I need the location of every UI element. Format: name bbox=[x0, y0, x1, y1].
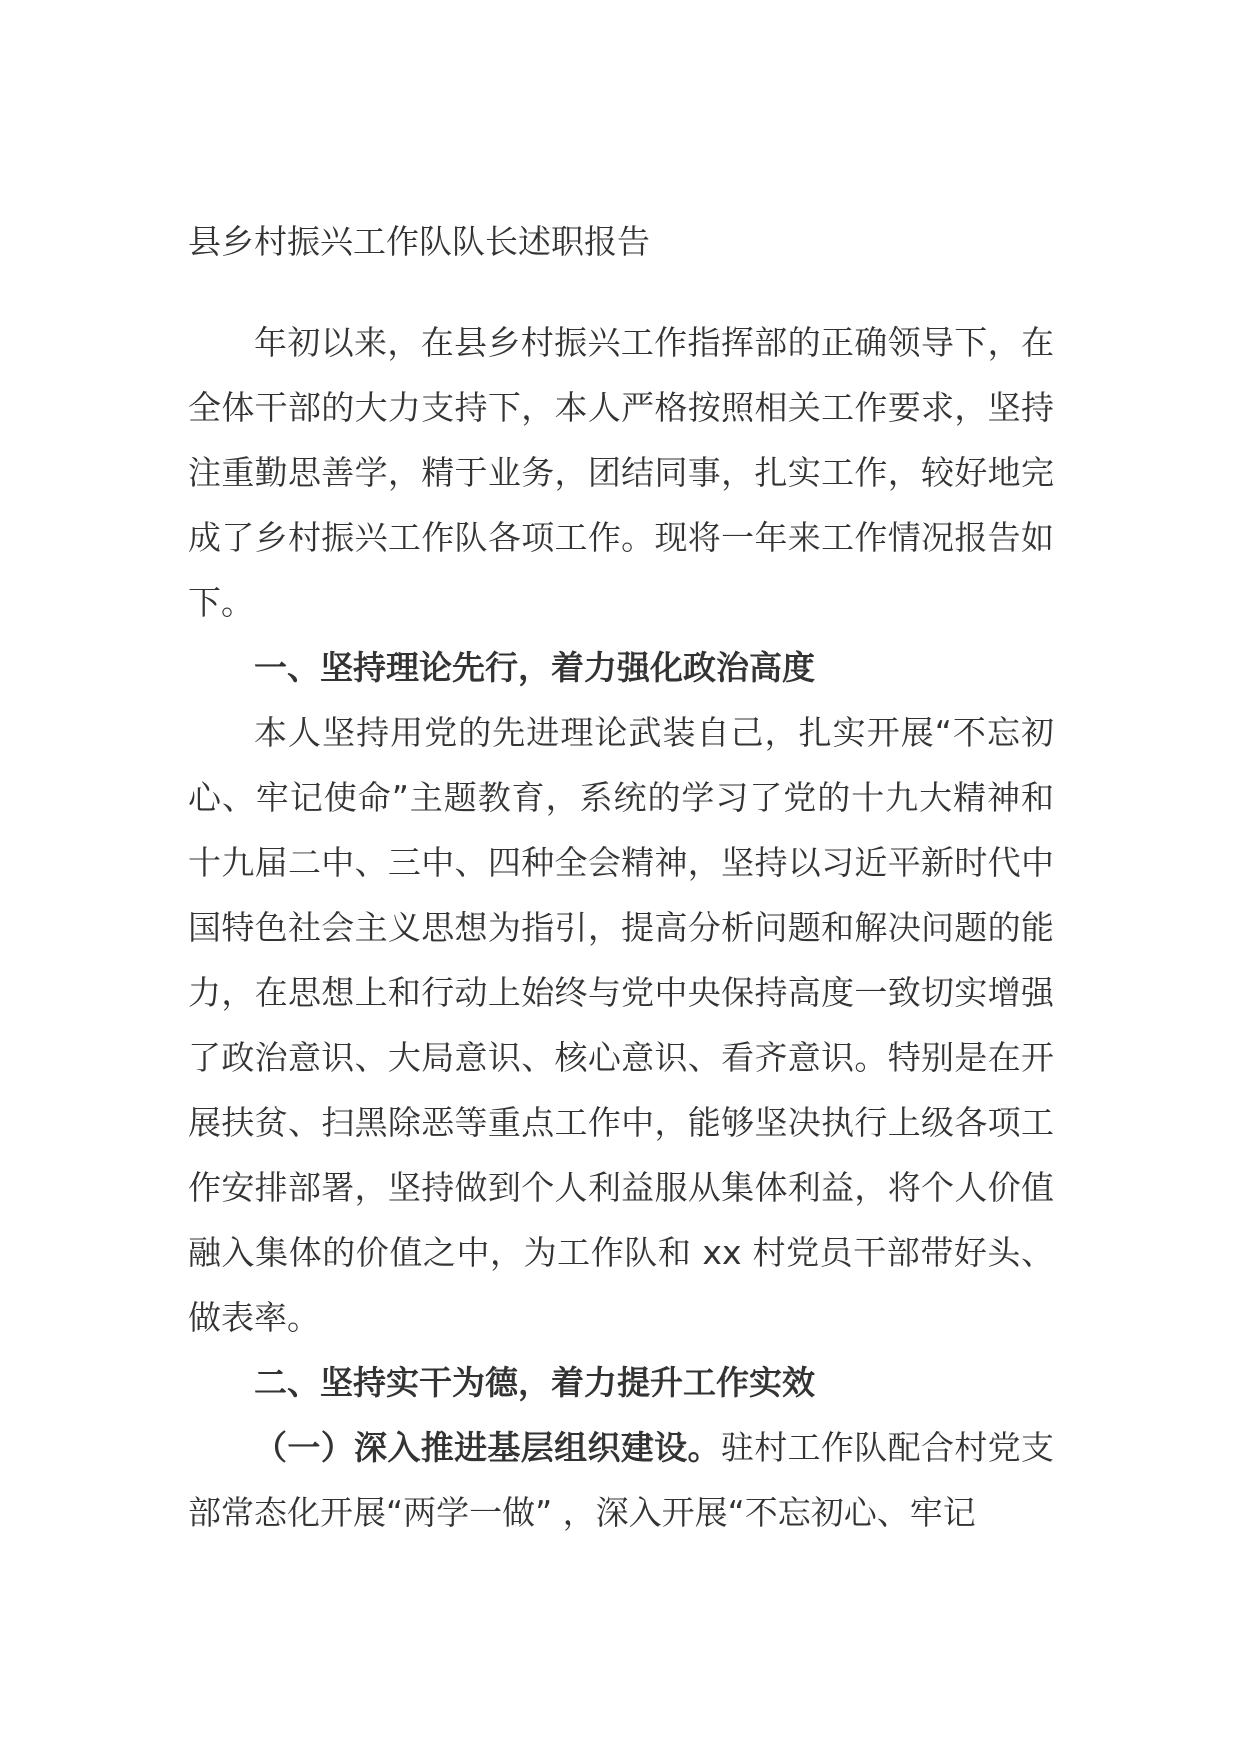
section-2-item-1-lead: （一）深入推进基层组织建设。 bbox=[254, 1428, 721, 1467]
section-1-heading: 一、坚持理论先行，着力强化政治高度 bbox=[254, 648, 815, 687]
section-2-item-1-body: 驻村工作队配合村党支部常态化开展“两学一做” ，深入开展“不忘初心、牢记 bbox=[188, 1428, 1055, 1532]
section-2-heading: 二、坚持实干为德，着力提升工作实效 bbox=[254, 1363, 815, 1402]
section-2-item-1-paragraph bbox=[188, 1415, 1054, 1545]
intro-paragraph: 年初以来，在县乡村振兴工作指挥部的正确领导下，在全体干部的大力支持下，本人严格按照相关工作要求，坚持注重勤思善学，精于业务，团结同事，扎实工作，较好地完成了乡村振兴工作队各项工作。现将一年来工作情况报告如下。 bbox=[188, 323, 1054, 622]
document-title: 县乡村振兴工作队队长述职报告 bbox=[188, 222, 650, 261]
section-1-paragraph: 本人坚持用党的先进理论武装自己，扎实开展“不忘初心、牢记使命”主题教育，系统的学习了党的十九大精神和十九届二中、三中、四种全会精神，坚持以习近平新时代中国特色社会主义思想为指引，提高分析问题和解决问题的能力，在思想上和行动上始终与党中央保持高度一致切实增强了政治意识、大局意识、核心意识、看齐意识。特别是在开展扶贫、扫黑除恶等重点工作中，能够坚决执行上级各项工作安排部署，坚持做到个人利益服从集体利益，将个人价值融入集体的价值之中，为工作队和 xx 村党员干部带好头、做表率。 bbox=[188, 713, 1054, 1337]
document-body bbox=[188, 212, 1054, 1545]
